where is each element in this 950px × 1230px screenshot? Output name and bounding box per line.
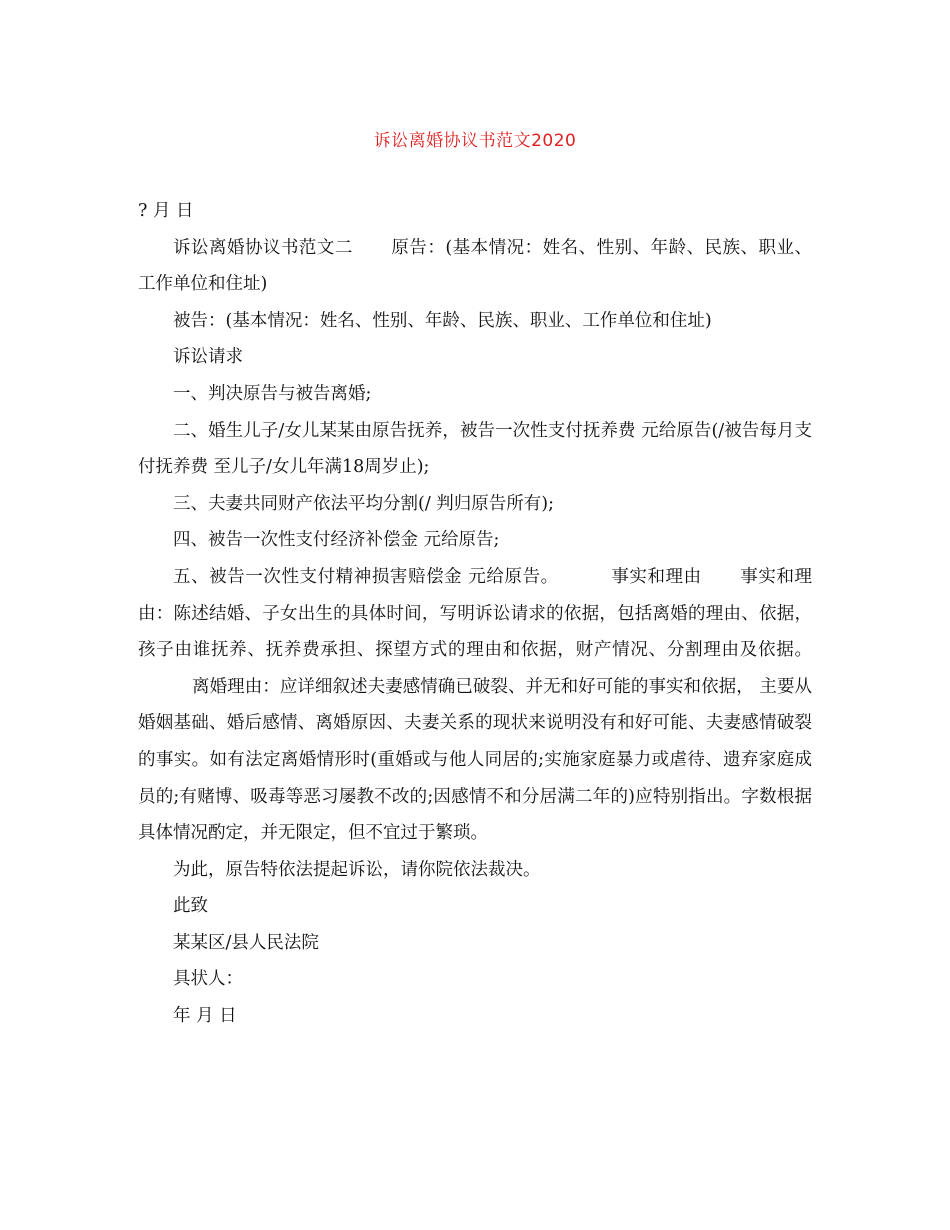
- document-body: [138, 193, 812, 1035]
- claim-item: 二、婚生儿子/女儿某某由原告抚养，被告一次性支付抚养费 元给原告(/被告每月支付抚养费 至儿子/女儿年满18周岁止);: [138, 420, 812, 478]
- claim-item: 五、被告一次性支付精神损害赔偿金 元给原告。: [173, 566, 559, 587]
- intro-paragraph: [138, 230, 812, 303]
- claim-item: 一、判决原告与被告离婚;: [173, 383, 372, 404]
- court-name: 某某区/县人民法院: [173, 932, 319, 953]
- claim-item: 四、被告一次性支付经济补偿金 元给原告;: [173, 530, 500, 551]
- salutation: 此致: [173, 896, 208, 917]
- facts-heading: 事实和理由: [610, 566, 702, 587]
- divorce-reason: 离婚理由：应详细叙述夫妻感情确已破裂、并无和好可能的事实和依据， 主要从婚姻基础、婚后感情、离婚原因、夫妻关系的现状来说明没有和好可能、夫妻感情破裂的事实。如有法定离婚情形时(重婚或与他人同居的;实施家庭暴力或虐待、遗弃家庭成员的;有赌博、吸毒等恶习屡教不改的;因感情不和分居满二年的)应特别指出。字数根据具体情况酌定，并无限定，但不宜过于繁琐。: [138, 676, 812, 844]
- facts-text: 事实和理由：陈述结婚、子女出生的具体时间，写明诉讼请求的依据，包括离婚的理由、依据，孩子由谁抚养、抚养费承担、探望方式的理由和依据，财产情况、分割理由及依据。: [138, 566, 813, 661]
- document-title: 诉讼离婚协议书范文2020: [373, 131, 577, 151]
- claim-item: 三、夫妻共同财产依法平均分割(/ 判归原告所有);: [173, 493, 555, 514]
- sign-date: 年 月 日: [173, 1006, 237, 1027]
- intro-heading: 诉讼离婚协议书范文二: [173, 237, 353, 258]
- plaintiff-info: 原告：(基本情况：姓名、性别、年龄、民族、职业、工作单位和住址): [138, 237, 813, 295]
- claims-heading: 诉讼请求: [173, 347, 243, 368]
- facts-paragraph: [138, 559, 812, 852]
- closing-statement: 为此，原告特依法提起诉讼，请你院依法裁决。: [173, 859, 541, 880]
- date-line: ? 月 日: [138, 201, 194, 221]
- defendant-info: 被告：(基本情况：姓名、性别、年龄、民族、职业、工作单位和住址): [173, 310, 712, 331]
- signer-label: 具状人：: [173, 969, 243, 990]
